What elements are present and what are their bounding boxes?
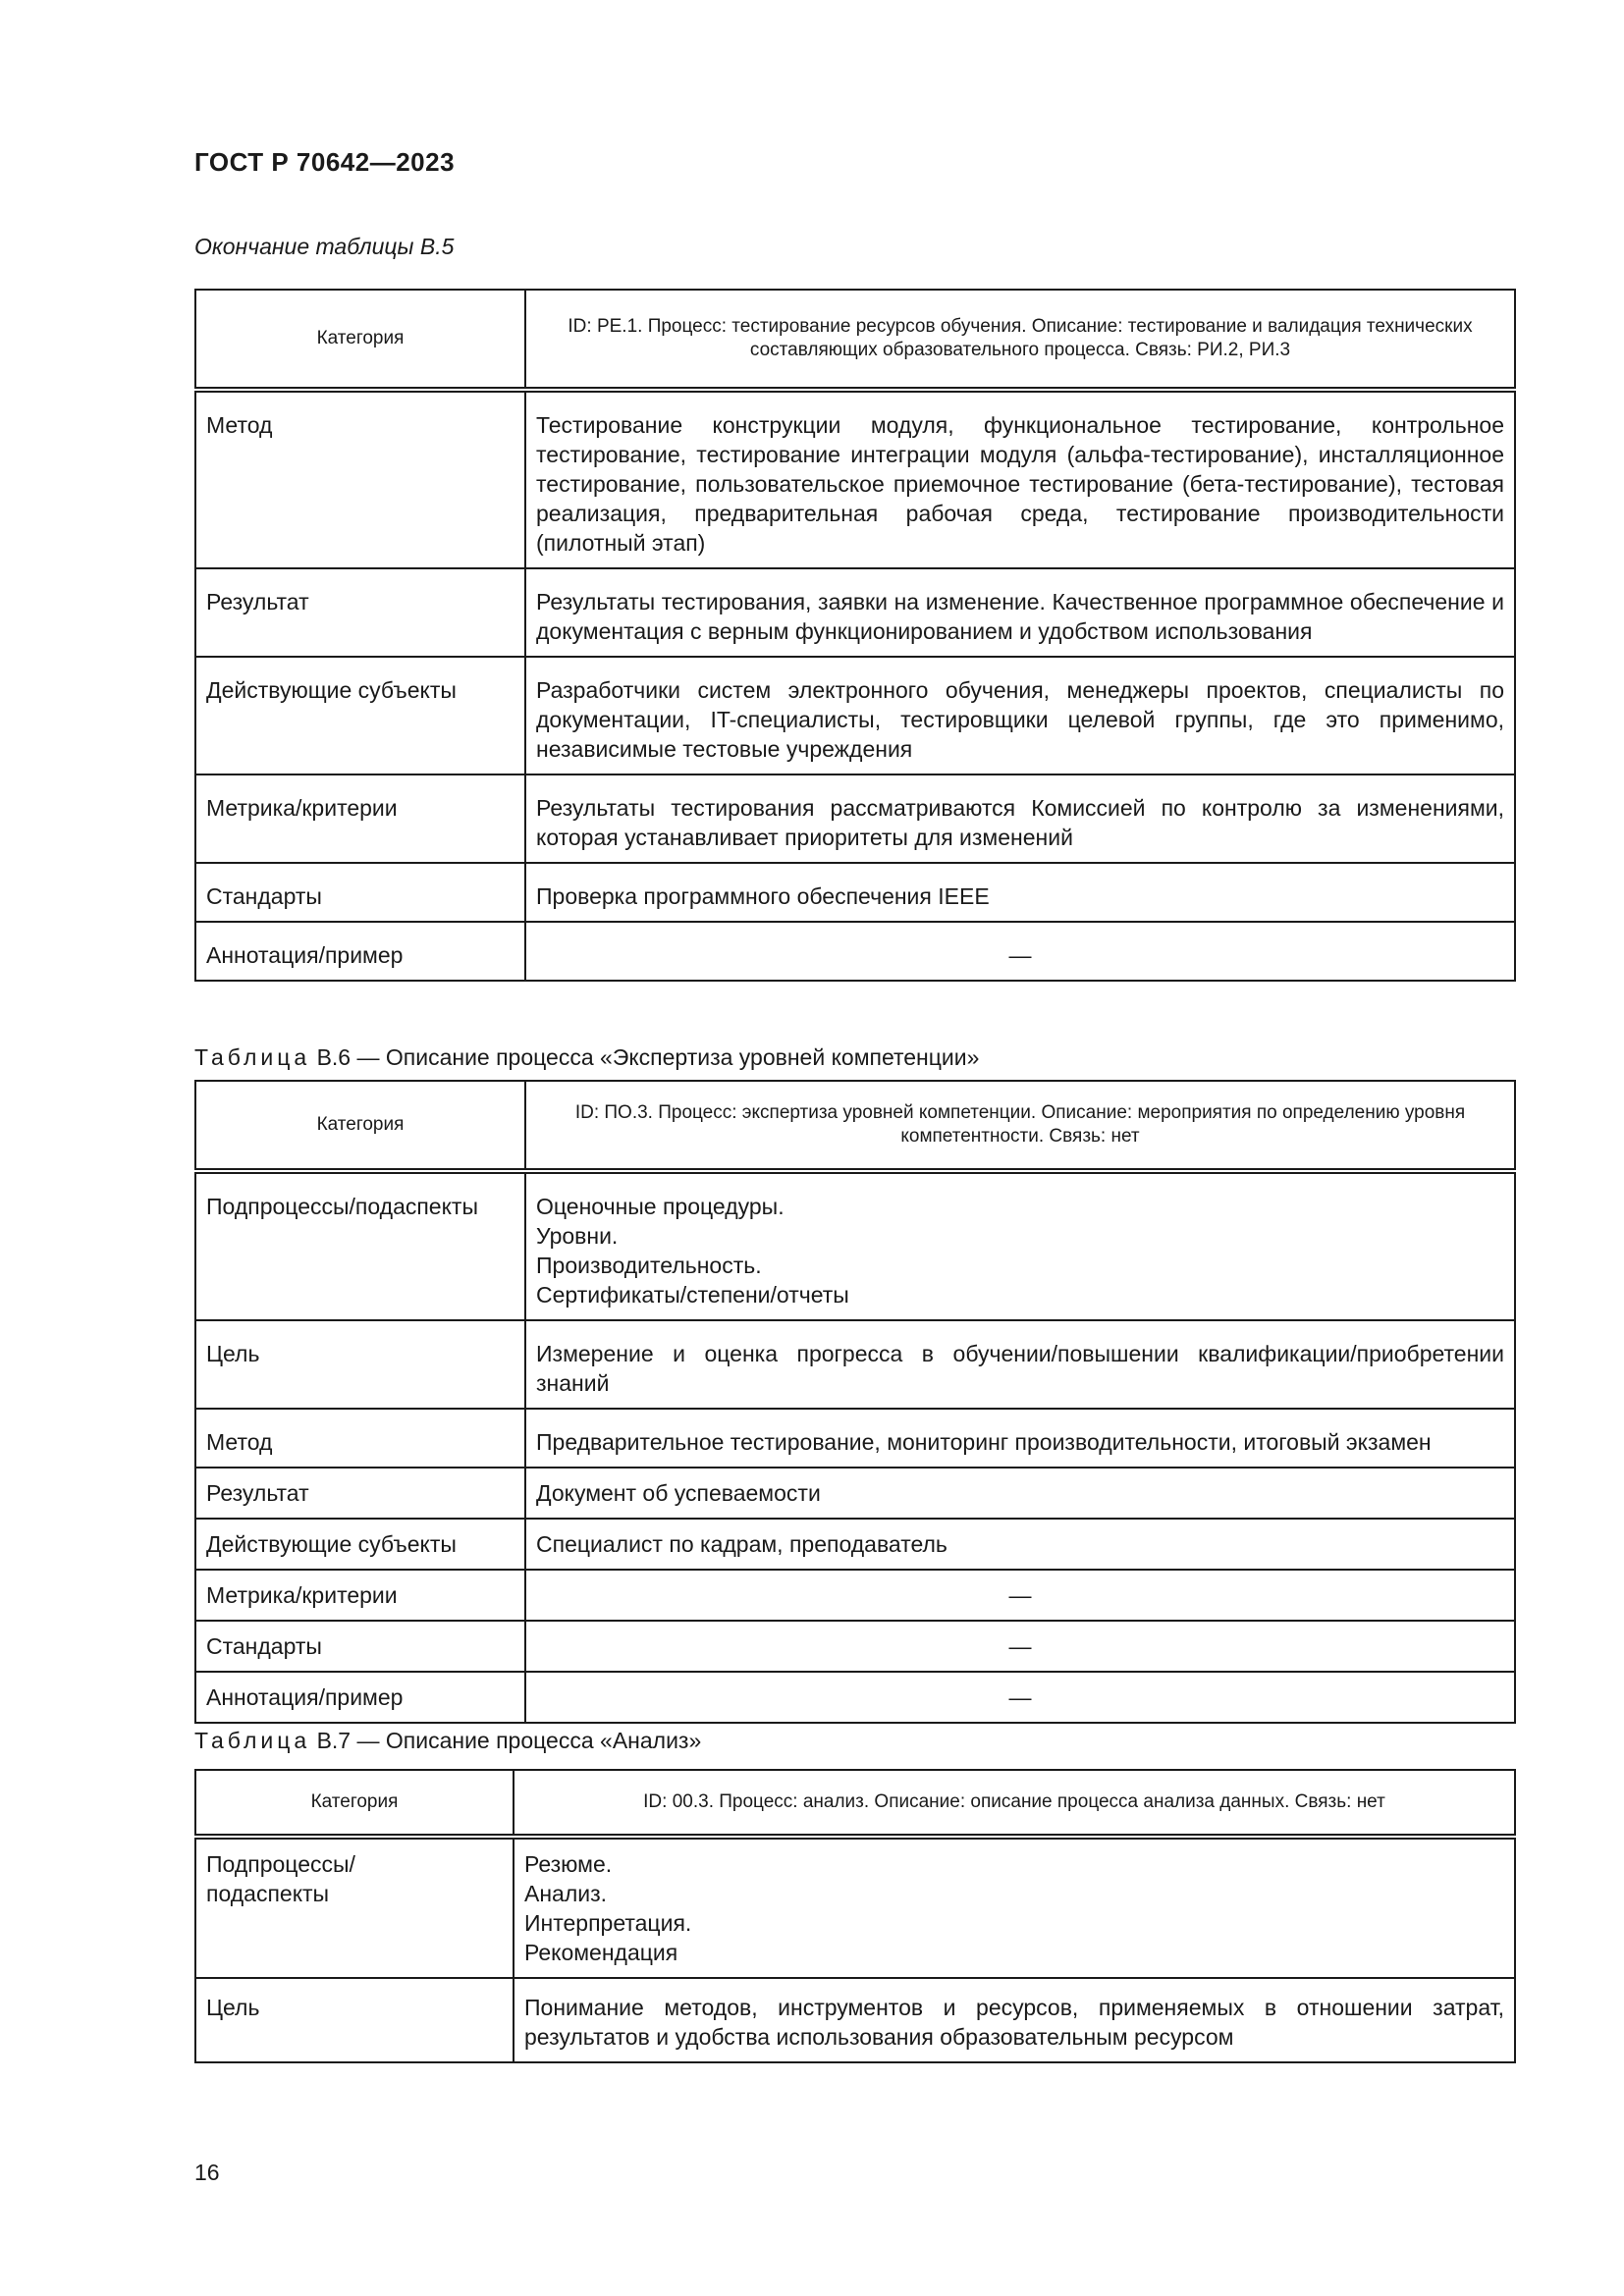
row-value: Документ об успеваемости — [525, 1468, 1515, 1519]
row-label: Метод — [195, 390, 525, 568]
table-b5 — [194, 289, 1516, 982]
table-b6-caption: Таблица В.6 — Описание процесса «Экспертиза уровней компетенции» — [194, 1044, 980, 1070]
row-label: Цель — [195, 1978, 514, 2062]
table-row — [195, 774, 1515, 863]
row-label: Аннотация/пример — [195, 922, 525, 981]
table-row — [195, 1672, 1515, 1723]
table-row — [195, 863, 1515, 922]
row-label: Стандарты — [195, 1621, 525, 1672]
table-row — [195, 922, 1515, 981]
row-value: Проверка программного обеспечения IEEE — [525, 863, 1515, 922]
row-value: Результаты тестирования, заявки на изменение. Качественное программное обеспечение и документация с верным функционированием и удобством использования — [525, 568, 1515, 657]
row-label: Метрика/критерии — [195, 1570, 525, 1621]
row-label: Действующие субъекты — [195, 657, 525, 774]
table-b5-caption: Окончание таблицы В.5 — [194, 234, 455, 259]
list-item: Анализ. — [524, 1881, 608, 1906]
table-row — [195, 1171, 1515, 1320]
row-value — [514, 1837, 1515, 1978]
row-value: Результаты тестирования рассматриваются Комиссией по контролю за изменениями, которая устанавливает приоритеты для изменений — [525, 774, 1515, 863]
table-row — [195, 1621, 1515, 1672]
header-process-id: ID: 00.3. Процесс: анализ. Описание: описание процесса анализа данных. Связь: нет — [514, 1770, 1515, 1837]
row-label: Результат — [195, 568, 525, 657]
table-row — [195, 1570, 1515, 1621]
row-label: Метод — [195, 1409, 525, 1468]
table-row — [195, 657, 1515, 774]
table-row — [195, 1320, 1515, 1409]
row-label: Цель — [195, 1320, 525, 1409]
row-value: Предварительное тестирование, мониторинг производительности, итоговый экзамен — [525, 1409, 1515, 1468]
header-category: Категория — [195, 1081, 525, 1171]
row-label: Аннотация/пример — [195, 1672, 525, 1723]
table-header-row — [195, 1770, 1515, 1837]
row-value: — — [525, 1621, 1515, 1672]
list-item: Оценочные процедуры. — [536, 1194, 785, 1219]
table-header-row — [195, 290, 1515, 390]
row-label: Подпроцессы/подаспекты — [195, 1171, 525, 1320]
row-value: Разработчики систем электронного обучения, менеджеры проектов, специалисты по документации, IT-специалисты, тестировщики целевой группы, где это применимо, независимые тестовые учреждения — [525, 657, 1515, 774]
row-value: Тестирование конструкции модуля, функциональное тестирование, контрольное тестирование, тестирование интеграции модуля (альфа-тестирование), инсталляционное тестирование, пользовательское приемочное тестирование (бета-тестирование), тестовая реализация, предварительная рабочая среда, тестирование производительности (пилотный этап) — [525, 390, 1515, 568]
document-code: ГОСТ Р 70642—2023 — [194, 147, 456, 177]
table-b7 — [194, 1769, 1516, 2063]
row-label: Действующие субъекты — [195, 1519, 525, 1570]
list-item: Производительность. — [536, 1253, 762, 1278]
table-row — [195, 1468, 1515, 1519]
list-item: Интерпретация. — [524, 1910, 692, 1936]
table-row — [195, 1519, 1515, 1570]
row-value: — — [525, 1672, 1515, 1723]
list-item: Резюме. — [524, 1851, 613, 1877]
list-item: Уровни. — [536, 1223, 619, 1249]
row-value: — — [525, 1570, 1515, 1621]
table-header-row — [195, 1081, 1515, 1171]
table-row — [195, 1837, 1515, 1978]
row-value: Понимание методов, инструментов и ресурсов, применяемых в отношении затрат, результатов и удобства использования образовательным ресурсом — [514, 1978, 1515, 2062]
table-row — [195, 1409, 1515, 1468]
table-b7-caption: Таблица В.7 — Описание процесса «Анализ» — [194, 1728, 702, 1753]
page-number: 16 — [194, 2160, 220, 2185]
header-process-id: ID: ПО.3. Процесс: экспертиза уровней компетенции. Описание: мероприятия по определению уровня компетентности. Связь: нет — [525, 1081, 1515, 1171]
table-row — [195, 568, 1515, 657]
row-value: Измерение и оценка прогресса в обучении/повышении квалификации/приобретении знаний — [525, 1320, 1515, 1409]
table-row — [195, 390, 1515, 568]
row-value — [525, 1171, 1515, 1320]
header-category: Категория — [195, 290, 525, 390]
table-row — [195, 1978, 1515, 2062]
table-b6 — [194, 1080, 1516, 1724]
list-item: Сертификаты/степени/отчеты — [536, 1282, 849, 1308]
header-category: Категория — [195, 1770, 514, 1837]
list-item: Рекомендация — [524, 1940, 678, 1965]
row-label: Подпроцессы/ подаспекты — [195, 1837, 514, 1978]
row-label: Стандарты — [195, 863, 525, 922]
header-process-id: ID: РЕ.1. Процесс: тестирование ресурсов обучения. Описание: тестирование и валидация технических составляющих образовательного процесса. Связь: РИ.2, РИ.3 — [525, 290, 1515, 390]
row-value: — — [525, 922, 1515, 981]
row-label: Метрика/критерии — [195, 774, 525, 863]
row-value: Специалист по кадрам, преподаватель — [525, 1519, 1515, 1570]
row-label: Результат — [195, 1468, 525, 1519]
